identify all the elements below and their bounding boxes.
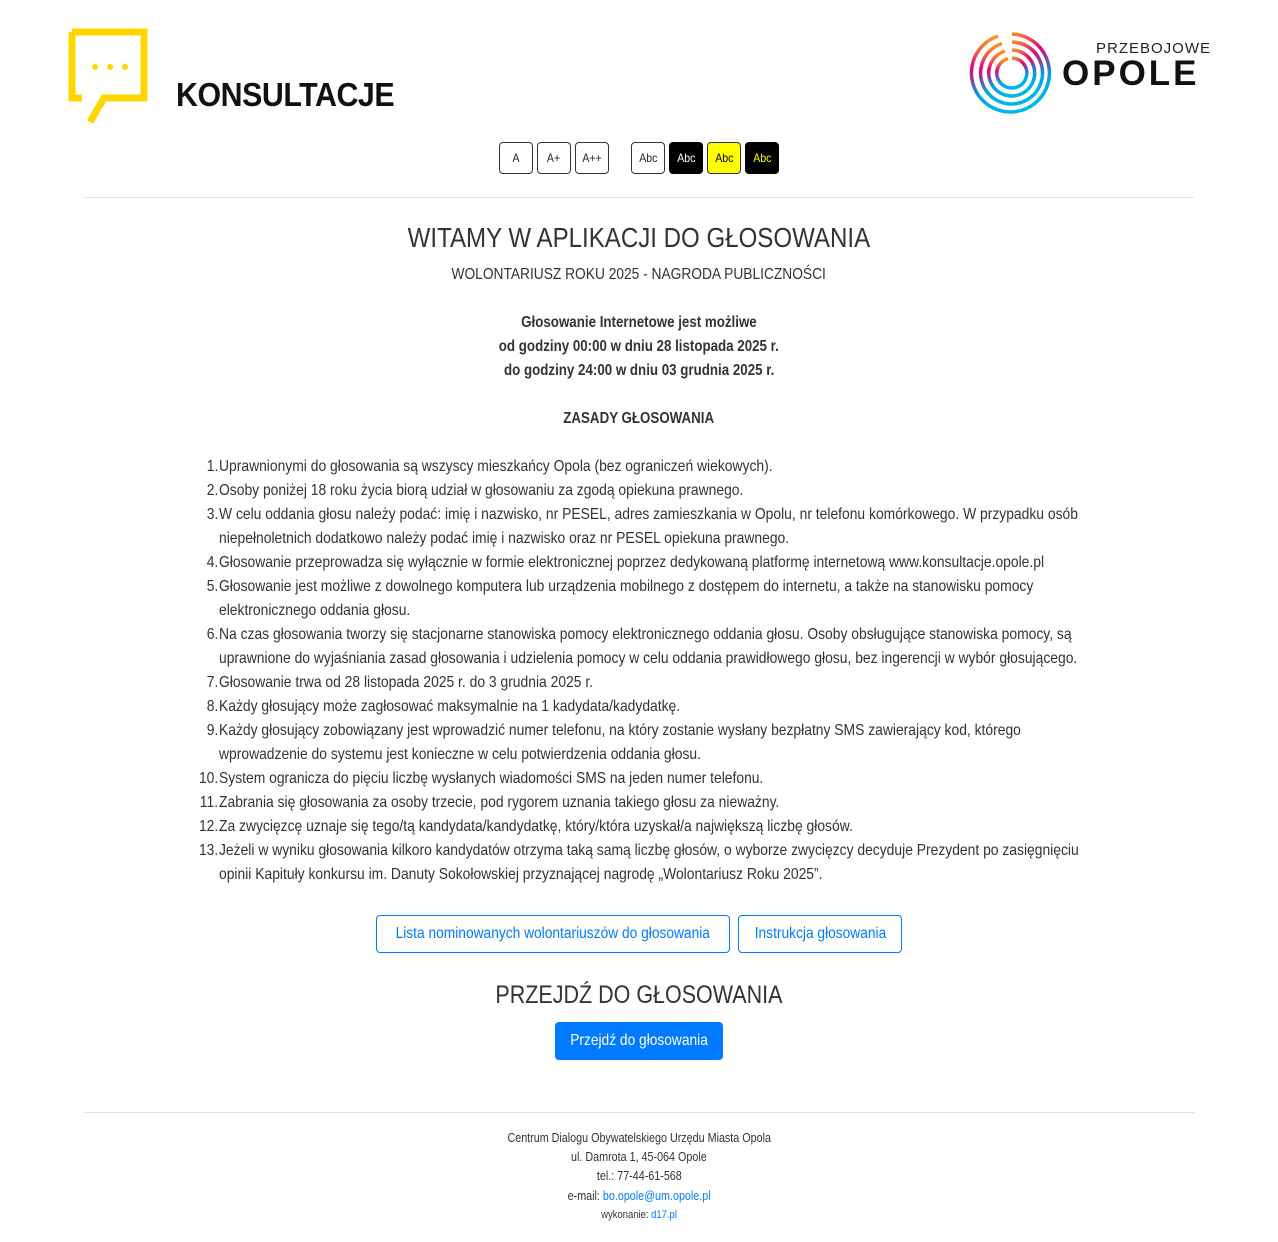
email-link[interactable]: bo.opole@um.opole.pl — [602, 1189, 711, 1203]
rule-item: 8. Każdy głosujący może zagłosować maksymalnie na 1 kadydata/kadydatkę. — [206, 698, 681, 715]
nominees-list-button[interactable]: Lista nominowanych wolontariuszów do głosowania — [376, 915, 730, 953]
schedule-line-1: Głosowanie Internetowe jest możliwe — [521, 314, 757, 331]
colorful-rings-icon — [968, 30, 1058, 118]
footer-phone: tel.: 77-44-61-568 — [596, 1169, 682, 1183]
contrast-black-yellow-button[interactable]: Abc — [745, 142, 779, 174]
schedule-line-2: od godziny 00:00 w dniu 28 listopada 2025 r. — [498, 338, 780, 355]
przebojowe-opole-logo[interactable] — [968, 30, 1212, 118]
voting-instructions-button[interactable]: Instrukcja głosowania — [738, 915, 902, 953]
made-by-link[interactable]: d17.pl — [651, 1209, 677, 1221]
footer-divider — [84, 1112, 1194, 1113]
konsultacje-logo-text: KONSULTACJE — [176, 76, 395, 113]
accessibility-toolbar — [0, 142, 1278, 175]
rule-item: 5. Głosowanie jest możliwe z dowolnego komputera lub urządzenia mobilnego z dostępem do internetu, a także na stanowisku pomocy elektronicznego oddania głosu. — [206, 578, 1034, 619]
rules-list — [180, 455, 1120, 887]
rules-heading: ZASADY GŁOSOWANIA — [563, 410, 715, 427]
konsultacje-logo[interactable] — [68, 28, 395, 128]
rule-item: 12. Za zwycięzcę uznaje się tego/tą kandydata/kandydatkę, który/która uzyskał/a największą liczbę głosów. — [198, 818, 853, 835]
page-subtitle: WOLONTARIUSZ ROKU 2025 - NAGRODA PUBLICZNOŚCI — [451, 266, 827, 283]
logo-subtitle: PRZEBOJOWE — [1096, 40, 1212, 57]
rule-item: 3. W celu oddania głosu należy podać: imię i nazwisko, nr PESEL, adres zamieszkania w Opolu, nr telefonu komórkowego. W przypadku osób niepełnoletnich dodatkowo należy podać imię i nazwisko oraz nr PESEL opiekuna prawnego. — [206, 506, 1078, 547]
footer-made-by: wykonanie: d17.pl — [601, 1209, 677, 1221]
rule-item: 7. Głosowanie trwa od 28 listopada 2025 r. do 3 grudnia 2025 r. — [206, 674, 594, 691]
header-divider — [84, 197, 1194, 198]
footer-email: e-mail: bo.opole@um.opole.pl — [567, 1189, 711, 1203]
rule-item: 2. Osoby poniżej 18 roku życia biorą udział w głosowaniu za zgodą opiekuna prawnego. — [206, 482, 744, 499]
logo-title: OPOLE — [1062, 54, 1200, 93]
rule-item: 11. Zabrania się głosowania za osoby trzecie, pod rygorem uznania takiego głosu za nieważny. — [199, 794, 780, 811]
font-size-normal-button[interactable]: A — [499, 142, 533, 174]
rule-item: 4. Głosowanie przeprowadza się wyłącznie w formie elektronicznej poprzez dedykowaną platformę internetową www.konsultacje.opole.pl — [206, 554, 1045, 571]
rule-item: 6. Na czas głosowania tworzy się stacjonarne stanowiska pomocy elektronicznego oddania głosu. Osoby obsługujące stanowiska pomocy, są uprawnione do wyjaśniania zasad głosowania i udzielenia pomocy w celu oddania prawidłowego głosu, bez ingerencji w wybór głosującego. — [206, 626, 1078, 667]
goto-voting-button[interactable]: Przejdź do głosowania — [555, 1022, 723, 1060]
schedule-line-3: do godziny 24:00 w dniu 03 grudnia 2025 r. — [503, 362, 775, 379]
contrast-black-white-button[interactable]: Abc — [669, 142, 703, 174]
goto-voting-heading: PRZEJDŹ DO GŁOSOWANIA — [495, 981, 783, 1009]
footer-address: ul. Damrota 1, 45-064 Opole — [571, 1150, 707, 1164]
font-size-large-button[interactable]: A+ — [537, 142, 571, 174]
page-title: WITAMY W APLIKACJI DO GŁOSOWANIA — [407, 222, 871, 253]
rule-item: 13. Jeżeli w wyniku głosowania kilkoro kandydatów otrzyma taką samą liczbę głosów, o wyborze zwycięzcy decyduje Prezydent po zasięgnięciu opinii Kapituły konkursu im. Danuty Sokołowskiej przyznającej nagrodę „Wolontariusz Roku 2025”. — [198, 842, 1079, 883]
rule-item: 1. Uprawnionymi do głosowania są wszyscy mieszkańcy Opola (bez ograniczeń wiekowych). — [206, 458, 773, 475]
header — [0, 0, 1278, 135]
speech-bubble-icon — [68, 28, 150, 128]
rule-item: 10. System ogranicza do pięciu liczbę wysłanych wiadomości SMS na jeden numer telefonu. — [198, 770, 764, 787]
contrast-yellow-black-button[interactable]: Abc — [707, 142, 741, 174]
rule-item: 9. Każdy głosujący zobowiązany jest wprowadzić numer telefonu, na który zostanie wysłany bezpłatny SMS zawierający kod, którego wprowadzenie do systemu jest konieczne w celu potwierdzenia oddania głosu. — [206, 722, 1021, 763]
font-size-xlarge-button[interactable]: A++ — [575, 142, 609, 174]
contrast-default-button[interactable]: Abc — [631, 142, 665, 174]
footer-org: Centrum Dialogu Obywatelskiego Urzędu Miasta Opola — [507, 1131, 771, 1145]
